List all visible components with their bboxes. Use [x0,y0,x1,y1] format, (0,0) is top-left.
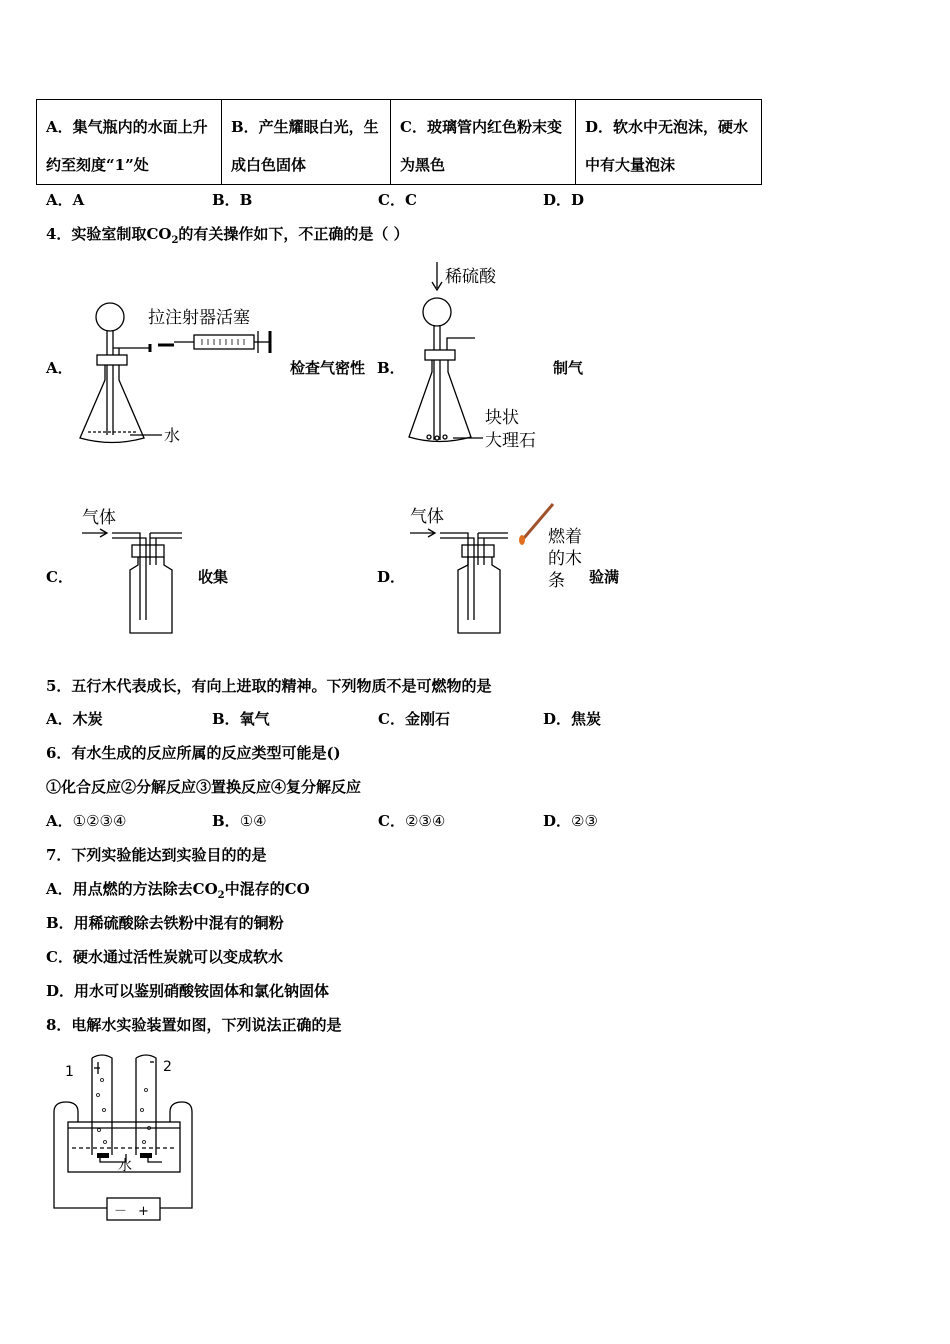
figure-c-collection [80,505,200,640]
figure-d-testing [408,500,598,640]
figure-b-generation [405,260,555,455]
q4-option-b-caption: 制气 [553,359,584,377]
q3-option-c[interactable]: C．C [378,191,417,209]
tube-1-label: 1 [65,1064,74,1080]
q4-stem [46,223,409,246]
q7-option-a[interactable] [46,878,310,901]
q4-option-d-caption: 验满 [589,568,620,586]
gas-label-d: 气体 [410,507,444,527]
q4-option-a-letter[interactable]: A． [46,359,73,377]
q5-option-d[interactable]: D．焦炭 [543,710,602,728]
q3-option-table [36,99,762,185]
q6-option-d-letter: D． [543,812,572,830]
q3-option-d[interactable]: D．D [543,191,585,209]
q6-option-d[interactable] [543,810,598,831]
q4-option-c-letter[interactable]: C． [46,568,73,586]
acid-label: 稀硫酸 [445,267,496,287]
q3-option-a[interactable]: A．A [46,191,85,209]
solid-label-2: 大理石 [485,431,536,451]
q3-option-b[interactable]: B．B [212,191,253,209]
q3-cell-a: A．集气瓶内的水面上升约至刻度“1”处 [37,100,222,185]
gas-label-c: 气体 [82,508,116,528]
q6-option-a[interactable] [46,810,126,831]
battery-plus: + [138,1204,149,1219]
q7-option-a-pre: A．用点燃的方法除去CO [46,880,218,898]
q5-option-c[interactable]: C．金刚石 [378,710,450,728]
q6-option-c[interactable] [378,810,445,831]
stick-label-1: 燃着 [548,527,582,547]
q8-stem: 8．电解水实验装置如图，下列说法正确的是 [46,1016,342,1034]
q3-cell-c: C．玻璃管内红色粉末变为黑色 [391,100,576,185]
q6-option-a-letter: A． [46,812,73,830]
q4-option-c-caption: 收集 [198,568,229,586]
q5-option-b[interactable]: B．氧气 [212,710,270,728]
figure-electrolysis [52,1050,197,1230]
q6-option-d-text: ②③ [571,812,598,830]
q7-option-a-sub: 2 [217,890,225,901]
q4-stem-pre: 4．实验室制取CO [46,225,172,243]
q6-option-a-text: ①②③④ [72,812,127,830]
q6-reaction-types: ①化合反应②分解反应③置换反应④复分解反应 [46,778,362,796]
q7-option-c[interactable]: C．硬水通过活性炭就可以变成软水 [46,948,283,966]
q7-stem: 7．下列实验能达到实验目的的是 [46,846,267,864]
q4-stem-post: 的有关操作如下，不正确的是（ ） [178,225,409,243]
stick-label-3: 条 [548,571,565,591]
solid-label-1: 块状 [485,408,519,428]
water-label-electrolysis: 水 [118,1158,132,1174]
q4-option-b-letter[interactable]: B． [377,359,405,377]
battery-minus: － [114,1204,128,1219]
q6-stem: 6．有水生成的反应所属的反应类型可能是() [46,744,341,762]
water-label: 水 [164,426,181,445]
q6-option-c-letter: C． [378,812,405,830]
q3-cell-d: D．软水中无泡沫，硬水中有大量泡沫 [576,100,762,185]
q6-option-b-letter: B． [212,812,240,830]
q4-stem-sub: 2 [171,235,179,246]
figure-a-airtightness [70,295,285,455]
q4-option-d-letter[interactable]: D． [377,568,406,586]
q7-option-b[interactable]: B．用稀硫酸除去铁粉中混有的铜粉 [46,914,284,932]
q4-option-a-caption: 检查气密性 [290,359,366,377]
q6-option-c-text: ②③④ [404,812,446,830]
q5-stem: 5．五行木代表成长，有向上进取的精神。下列物质不是可燃物的是 [46,677,492,695]
q6-option-b-text: ①④ [239,812,267,830]
q7-option-d[interactable]: D．用水可以鉴别硝酸铵固体和氯化钠固体 [46,982,330,1000]
q7-option-a-post: 中混存的CO [224,880,310,898]
q3-cell-b: B．产生耀眼白光，生成白色固体 [222,100,391,185]
syringe-label: 拉注射器活塞 [148,308,250,328]
tube-2-label: 2 [163,1059,172,1075]
stick-label-2: 的木 [548,549,582,569]
q5-option-a[interactable]: A．木炭 [46,710,103,728]
q6-option-b[interactable] [212,810,267,831]
